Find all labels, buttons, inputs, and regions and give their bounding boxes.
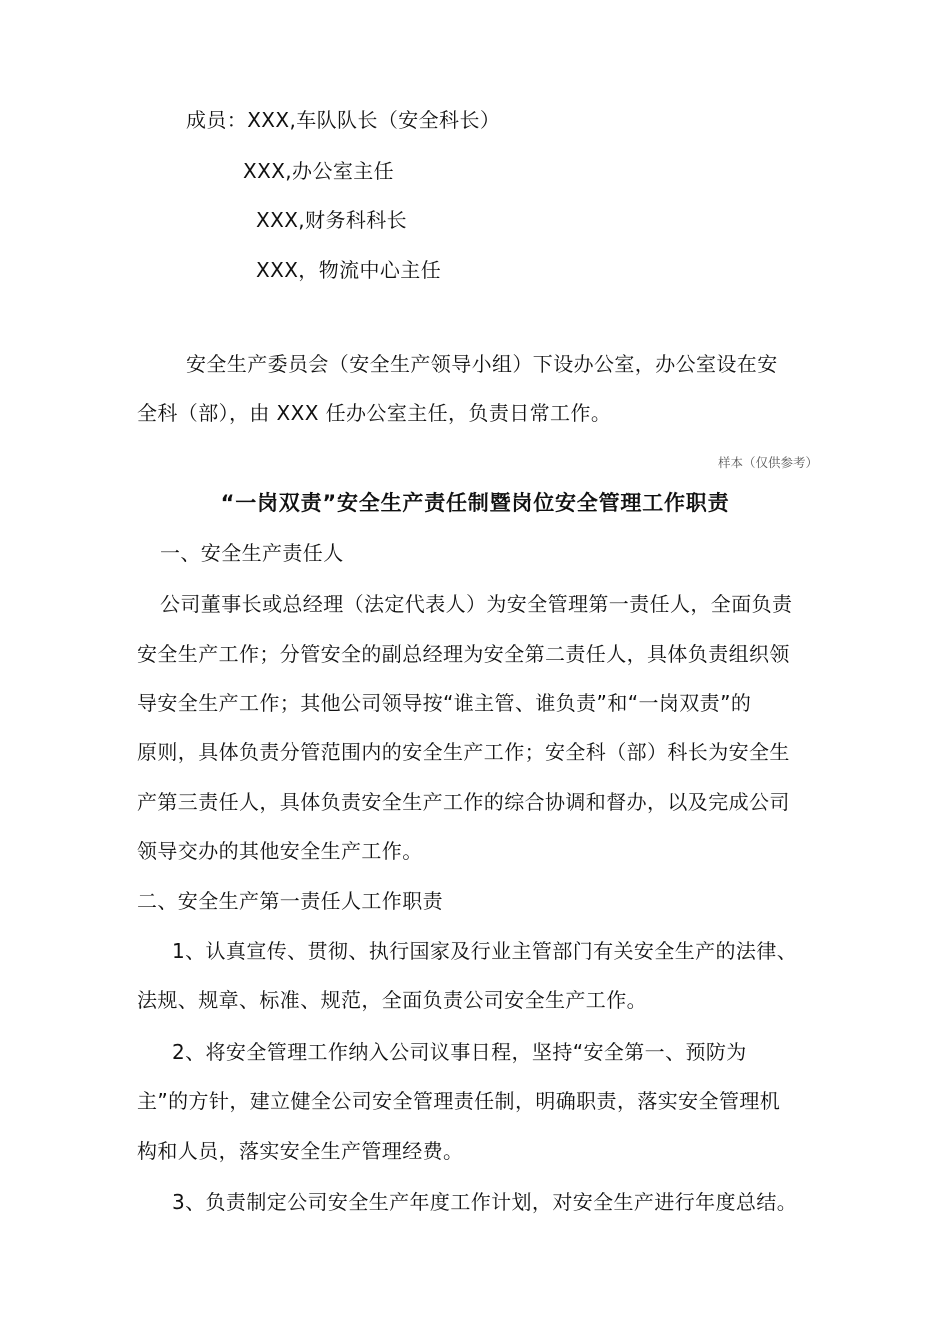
office-paragraph-line: 全科（部），由 XXX 任办公室主任，负责日常工作。 — [137, 401, 612, 425]
section-2-item-2-line: 构和人员，落实安全生产管理经费。 — [137, 1139, 464, 1163]
section-2-item-3-line: 3、负责制定公司安全生产年度工作计划，对安全生产进行年度总结。 — [172, 1190, 798, 1214]
members-line-3: XXX,财务科科长 — [256, 208, 408, 232]
section-2-item-2-line: 主”的方针，建立健全公司安全管理责任制，明确职责，落实安全管理机 — [137, 1089, 781, 1113]
section-1-line: 安全生产工作；分管安全的副总经理为安全第二责任人，具体负责组织领 — [137, 642, 790, 666]
section-1-line: 导安全生产工作；其他公司领导按“谁主管、谁负责”和“一岗双责”的 — [137, 691, 752, 715]
section-1-line: 产第三责任人，具体负责安全生产工作的综合协调和督办，以及完成公司 — [137, 790, 790, 814]
section-2-heading: 二、安全生产第一责任人工作职责 — [137, 889, 443, 913]
section-1-heading: 一、安全生产责任人 — [160, 541, 344, 565]
section-1-line: 公司董事长或总经理（法定代表人）为安全管理第一责任人，全面负责 — [160, 592, 793, 616]
members-line-1: 成员：XXX,车队队长（安全科长） — [186, 108, 501, 132]
section-2-item-1-line: 1、认真宣传、贯彻、执行国家及行业主管部门有关安全生产的法律、 — [172, 939, 798, 963]
sample-watermark: 样本（仅供参考） — [717, 455, 818, 470]
section-1-line: 原则，具体负责分管范围内的安全生产工作；安全科（部）科长为安全生 — [137, 740, 790, 764]
members-line-4: XXX，物流中心主任 — [256, 258, 442, 282]
office-paragraph-line: 安全生产委员会（安全生产领导小组）下设办公室，办公室设在安 — [186, 352, 778, 376]
section-2-item-1-line: 法规、规章、标准、规范，全面负责公司安全生产工作。 — [137, 988, 647, 1012]
section-2-item-2-line: 2、将安全管理工作纳入公司议事日程，坚持“安全第一、预防为 — [172, 1040, 747, 1064]
document-title: “一岗双责”安全生产责任制暨岗位安全管理工作职责 — [220, 491, 730, 515]
members-line-2: XXX,办公室主任 — [243, 159, 395, 183]
section-1-line: 领导交办的其他安全生产工作。 — [137, 839, 423, 863]
